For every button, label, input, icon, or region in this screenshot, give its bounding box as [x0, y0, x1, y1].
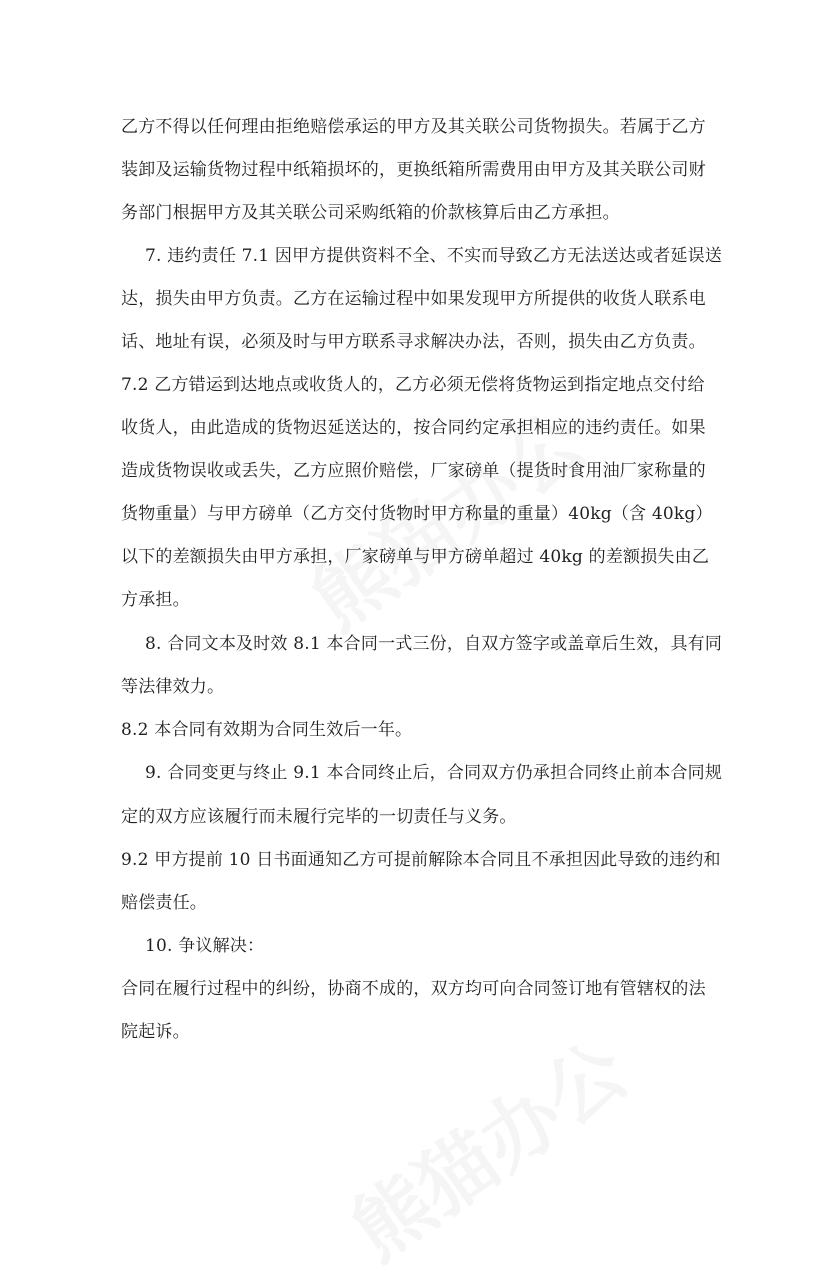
section-9-heading: 9. 合同变更与终止 9.1 本合同终止后，合同双方仍承担合同终止前本合同规: [145, 763, 723, 783]
text-line: 货物重量）与甲方磅单（乙方交付货物时甲方称量的重量）40kg（含 40kg）: [121, 504, 713, 524]
text-line: 方承担。: [121, 590, 190, 610]
section-10-heading: 10. 争议解决：: [145, 936, 265, 956]
text-line: 达，损失由甲方负责。乙方在运输过程中如果发现甲方所提供的收货人联系电: [121, 289, 706, 309]
text-line: 装卸及运输货物过程中纸箱损坏的，更换纸箱所需费用由甲方及其关联公司财: [121, 160, 706, 180]
text-line: 等法律效力。: [121, 677, 225, 697]
text-line: 务部门根据甲方及其关联公司采购纸箱的价款核算后由乙方承担。: [121, 203, 620, 223]
text-line: 合同在履行过程中的纠纷，协商不成的，双方均可向合同签订地有管辖权的法: [121, 979, 706, 999]
section-7-heading: 7. 违约责任 7.1 因甲方提供资料不全、不实而导致乙方无法送达或者延误送: [145, 246, 723, 266]
text-line: 赔偿责任。: [121, 893, 207, 913]
text-line: 以下的差额损失由甲方承担，厂家磅单与甲方磅单超过 40kg 的差额损失由乙: [121, 547, 710, 567]
text-line: 话、地址有误，必须及时与甲方联系寻求解决办法，否则，损失由乙方负责。: [121, 332, 706, 352]
clause-7-2: 7.2 乙方错运到达地点或收货人的，乙方必须无偿将货物运到指定地点交付给: [121, 375, 705, 395]
text-line: 乙方不得以任何理由拒绝赔偿承运的甲方及其关联公司货物损失。若属于乙方: [121, 117, 706, 137]
text-line: 收货人，由此造成的货物迟延送达的，按合同约定承担相应的违约责任。如果: [121, 418, 706, 438]
watermark: [326, 1011, 646, 1281]
section-8-heading: 8. 合同文本及时效 8.1 本合同一式三份，自双方签字或盖章后生效，具有同: [145, 634, 723, 654]
text-line: 院起诉。: [121, 1022, 190, 1042]
text-line: 定的双方应该履行而未履行完毕的一切责任与义务。: [121, 807, 517, 827]
text-line: 造成货物误收或丢失，乙方应照价赔偿，厂家磅单（提货时食用油厂家称量的: [121, 461, 706, 481]
clause-8-2: 8.2 本合同有效期为合同生效后一年。: [121, 720, 413, 740]
clause-9-2: 9.2 甲方提前 10 日书面通知乙方可提前解除本合同且不承担因此导致的违约和: [121, 850, 721, 870]
